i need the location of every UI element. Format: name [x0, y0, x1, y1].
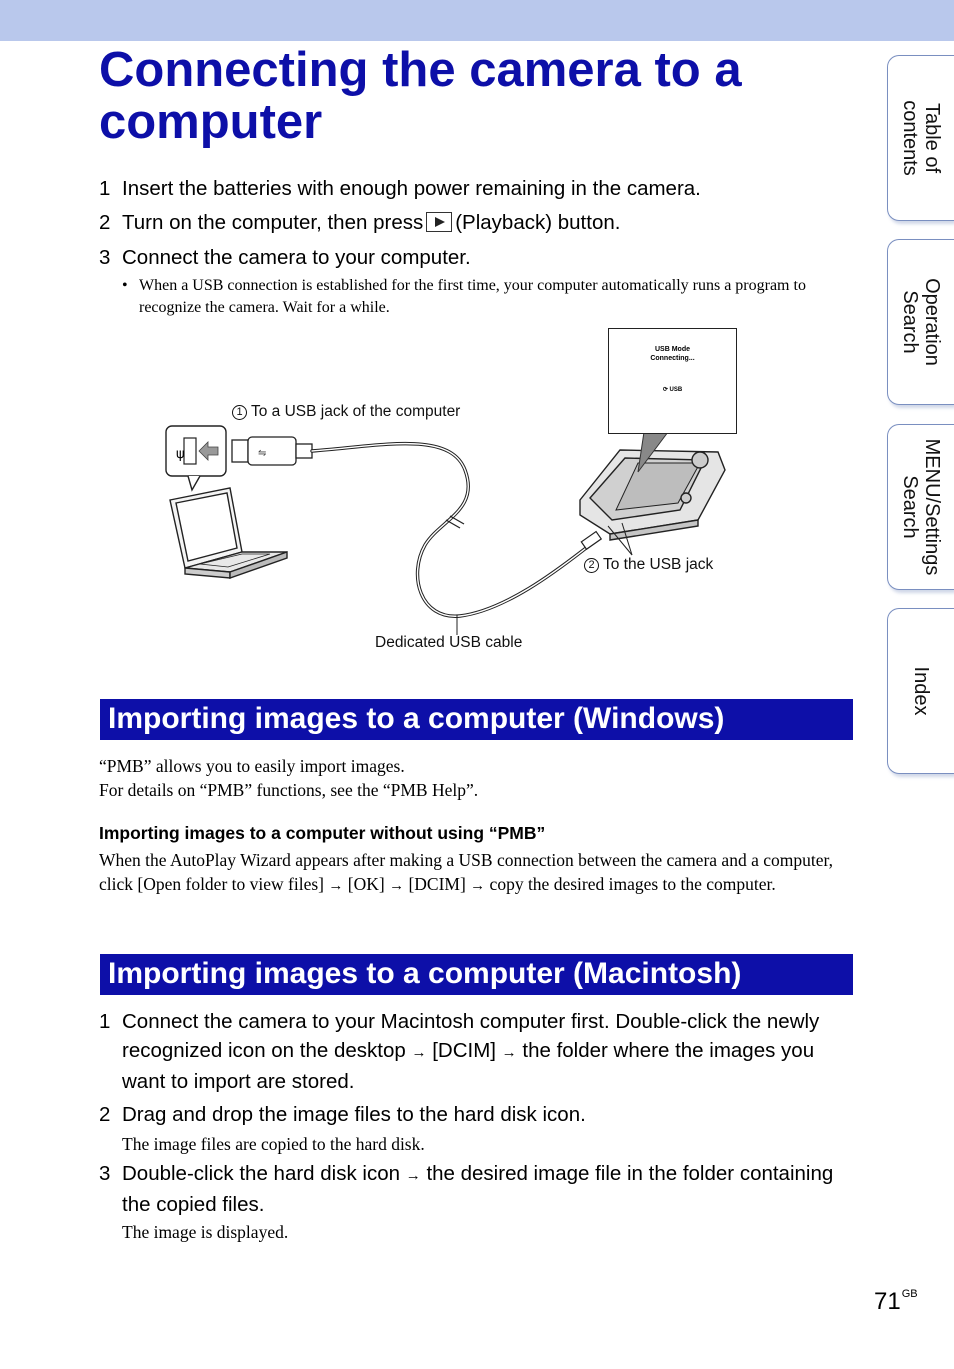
label-computer-jack: [232, 403, 460, 421]
tab-index[interactable]: [887, 608, 954, 774]
camera-illustration: [580, 450, 725, 540]
circled-number-2: 2: [584, 558, 599, 573]
autoplay-paragraph: [99, 848, 859, 898]
arrow-icon: →: [389, 878, 405, 894]
step-text: Double-click the hard disk icon: [122, 1162, 401, 1185]
top-band: [0, 0, 954, 41]
step-number: 1: [99, 1010, 111, 1033]
usb-port-callout: [166, 426, 226, 490]
usb-cable: [312, 444, 590, 617]
step-text: Connect the camera to your computer.: [122, 246, 471, 269]
section-heading-windows: Importing images to a computer (Windows): [100, 699, 853, 740]
step-text-before: Turn on the computer, then press: [122, 211, 424, 234]
step-2: [99, 208, 859, 237]
step-1: [99, 174, 859, 203]
arrow-icon: →: [411, 1044, 427, 1061]
step-number: 2: [99, 211, 111, 234]
label-camera-jack-text: To the USB jack: [603, 556, 714, 573]
para-part: copy the desired images to the computer.: [489, 874, 776, 894]
playback-icon: [426, 212, 452, 232]
step-text: Connect the camera to your Macintosh computer first. Double-click the newly recognized icon on the desktop: [122, 1010, 820, 1062]
step-number: 1: [99, 177, 111, 200]
arrow-icon: →: [405, 1167, 421, 1184]
step-3: [99, 243, 859, 272]
circled-number-1: 1: [232, 405, 247, 420]
subheading-without-pmb: Importing images to a computer without using “PMB”: [99, 823, 546, 843]
step-text: Drag and drop the image files to the hard disk icon.: [122, 1103, 586, 1126]
label-computer-jack-text: To a USB jack of the computer: [251, 403, 461, 420]
bullet-dot: •: [122, 277, 128, 294]
step-number: 3: [99, 1162, 111, 1185]
page-number: [874, 1288, 918, 1316]
tab-label-line1: Table of: [921, 102, 943, 174]
para-part: When the AutoPlay Wizard appears after making a USB connection between the camera and a computer, click [Open folder to view files]: [99, 850, 833, 894]
page-number-value: 71: [874, 1288, 901, 1315]
mac-step-1: [99, 1007, 847, 1096]
tab-operation-search[interactable]: [887, 239, 954, 405]
step-text: the folder where the images you want to import are stored.: [122, 1039, 815, 1093]
arrow-icon: →: [470, 878, 486, 894]
mac-step-3-note: The image is displayed.: [122, 1222, 289, 1242]
tab-label-line1: MENU/Settings: [921, 438, 943, 576]
tab-label: [910, 667, 932, 716]
para-part: [OK]: [347, 874, 385, 894]
step-text: the desired image file in the folder containing the copied files.: [122, 1162, 834, 1216]
tab-label: [899, 278, 943, 366]
page-title: Connecting the camera to a computer: [99, 43, 742, 149]
step-number: 2: [99, 1103, 111, 1126]
svg-text:⇋: ⇋: [258, 448, 267, 459]
label-camera-jack: [584, 556, 713, 574]
mac-step-2-note: The image files are copied to the hard disk.: [122, 1134, 425, 1154]
arrow-icon: →: [328, 878, 344, 894]
usb-plug: [232, 437, 312, 465]
tab-label-line2: contents: [899, 100, 921, 176]
usb-note: [122, 275, 857, 319]
arrow-icon: →: [501, 1044, 517, 1061]
step-text-after: (Playback) button.: [455, 211, 621, 234]
step-text: [DCIM]: [432, 1039, 496, 1062]
step-number: 3: [99, 246, 111, 269]
mac-step-2: [99, 1100, 859, 1129]
mac-step-3: [99, 1159, 847, 1219]
pmb-intro-line2: For details on “PMB” functions, see the “PMB Help”.: [99, 780, 479, 800]
tab-label: [899, 100, 943, 176]
tab-menu-settings-search[interactable]: [887, 424, 954, 590]
step-text: Insert the batteries with enough power remaining in the camera.: [122, 177, 701, 200]
screen-icon-text: USB: [669, 387, 683, 393]
section-heading-macintosh: Importing images to a computer (Macintosh): [100, 954, 853, 995]
tab-table-of-contents[interactable]: [887, 55, 954, 221]
para-part: [DCIM]: [408, 874, 466, 894]
screen-line-1: USB Mode: [655, 346, 690, 353]
camera-screen-callout: [608, 328, 737, 434]
tab-label-line2: Search: [899, 290, 921, 354]
screen-line-2: Connecting...: [650, 355, 695, 362]
svg-text:ψ: ψ: [176, 447, 185, 462]
tab-label-line1: Operation: [921, 278, 943, 366]
pmb-intro-line1: “PMB” allows you to easily import images.: [99, 756, 405, 776]
usb-connection-diagram: [150, 320, 750, 660]
usb-note-text: When a USB connection is established for the first time, your computer automatically runs a program to recognize the camera. Wait for a while.: [139, 277, 806, 316]
label-usb-cable: Dedicated USB cable: [375, 634, 523, 651]
page-suffix: GB: [901, 1288, 918, 1300]
usb-sync-icon: ⟳ USB: [662, 387, 683, 393]
laptop-illustration: [170, 488, 287, 578]
tab-label-line2: Search: [899, 475, 921, 539]
tab-label: [899, 439, 943, 576]
tab-label-line1: Index: [910, 666, 932, 716]
